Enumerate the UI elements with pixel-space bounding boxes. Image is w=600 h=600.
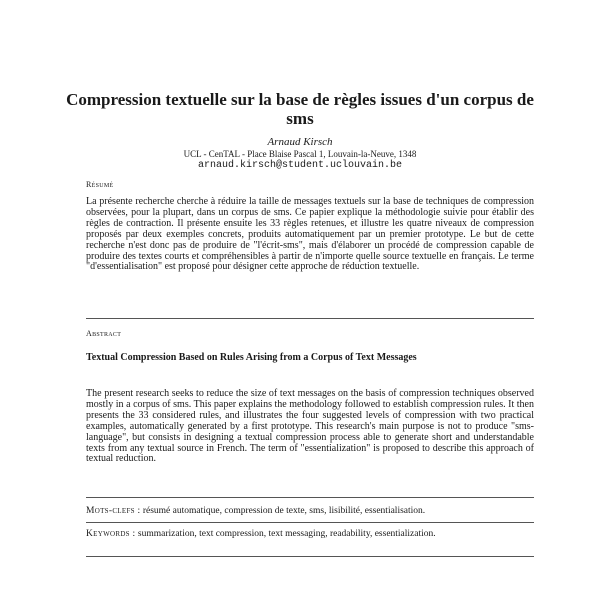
paper-title: Compression textuelle sur la base de règles issues d'un corpus de sms <box>66 90 534 128</box>
author-email: arnaud.kirsch@student.uclouvain.be <box>197 160 403 171</box>
keywords-label: Keywords : <box>86 529 136 539</box>
keywords-text: summarization, text compression, text messaging, readability, essentialization. <box>137 529 436 539</box>
abstract-text: The present research seeks to reduce the size of text messages on the basis of compression techniques observed mostly in a corpus of sms. This paper explains the methodology followed to establish compression rules. It then presents the 33 considered rules, and illustrates the four suggested levels of compression with two practical examples, automatically generated by a first prototype. This research's main purpose is not to produce "sms-language", but consists in designing a textual compression process able to generate short and understandable texts from any textual source in French. The term of "essentialization" is proposed to describe this approach of textual reduction. <box>86 388 534 465</box>
abstract-title: Textual Compression Based on Rules Arising from a Corpus of Text Messages <box>86 352 417 363</box>
keywords-line <box>86 529 534 540</box>
divider <box>86 556 534 557</box>
divider <box>86 318 534 319</box>
author-affiliation: UCL - CenTAL - Place Blaise Pascal 1, Louvain-la-Neuve, 1348 <box>183 149 417 159</box>
motscles-text: résumé automatique, compression de texte, sms, lisibilité, essentialisation. <box>142 506 426 516</box>
divider <box>86 497 534 498</box>
motscles-label: Mots-clefs : <box>86 506 141 516</box>
resume-text: La présente recherche cherche à réduire la taille de messages textuels sur la base de techniques de compression observées, pour la plupart, dans un corpus de sms. Ce papier explique la méthodologie suivie pour établir des règles de contraction. Il présente ensuite les 33 règles retenues, et illustre les quatre niveaux de compression proposés par deux exemples concrets, produits automatiquement par un premier prototype. Le but de cette recherche n'est donc pas de produire de "l'écrit-sms", mais d'élaborer un procédé de compression capable de produire des textes courts et compréhensibles à partir de n'importe quelle source textuelle en français. Le terme "d'essentialisation" est proposé pour désigner cette approche de réduction textuelle. <box>86 196 534 273</box>
divider <box>86 522 534 523</box>
author-name: Arnaud Kirsch <box>267 136 333 148</box>
resume-label: Résumé <box>86 180 114 189</box>
motscles-line <box>86 506 534 517</box>
abstract-label: Abstract <box>86 329 122 338</box>
